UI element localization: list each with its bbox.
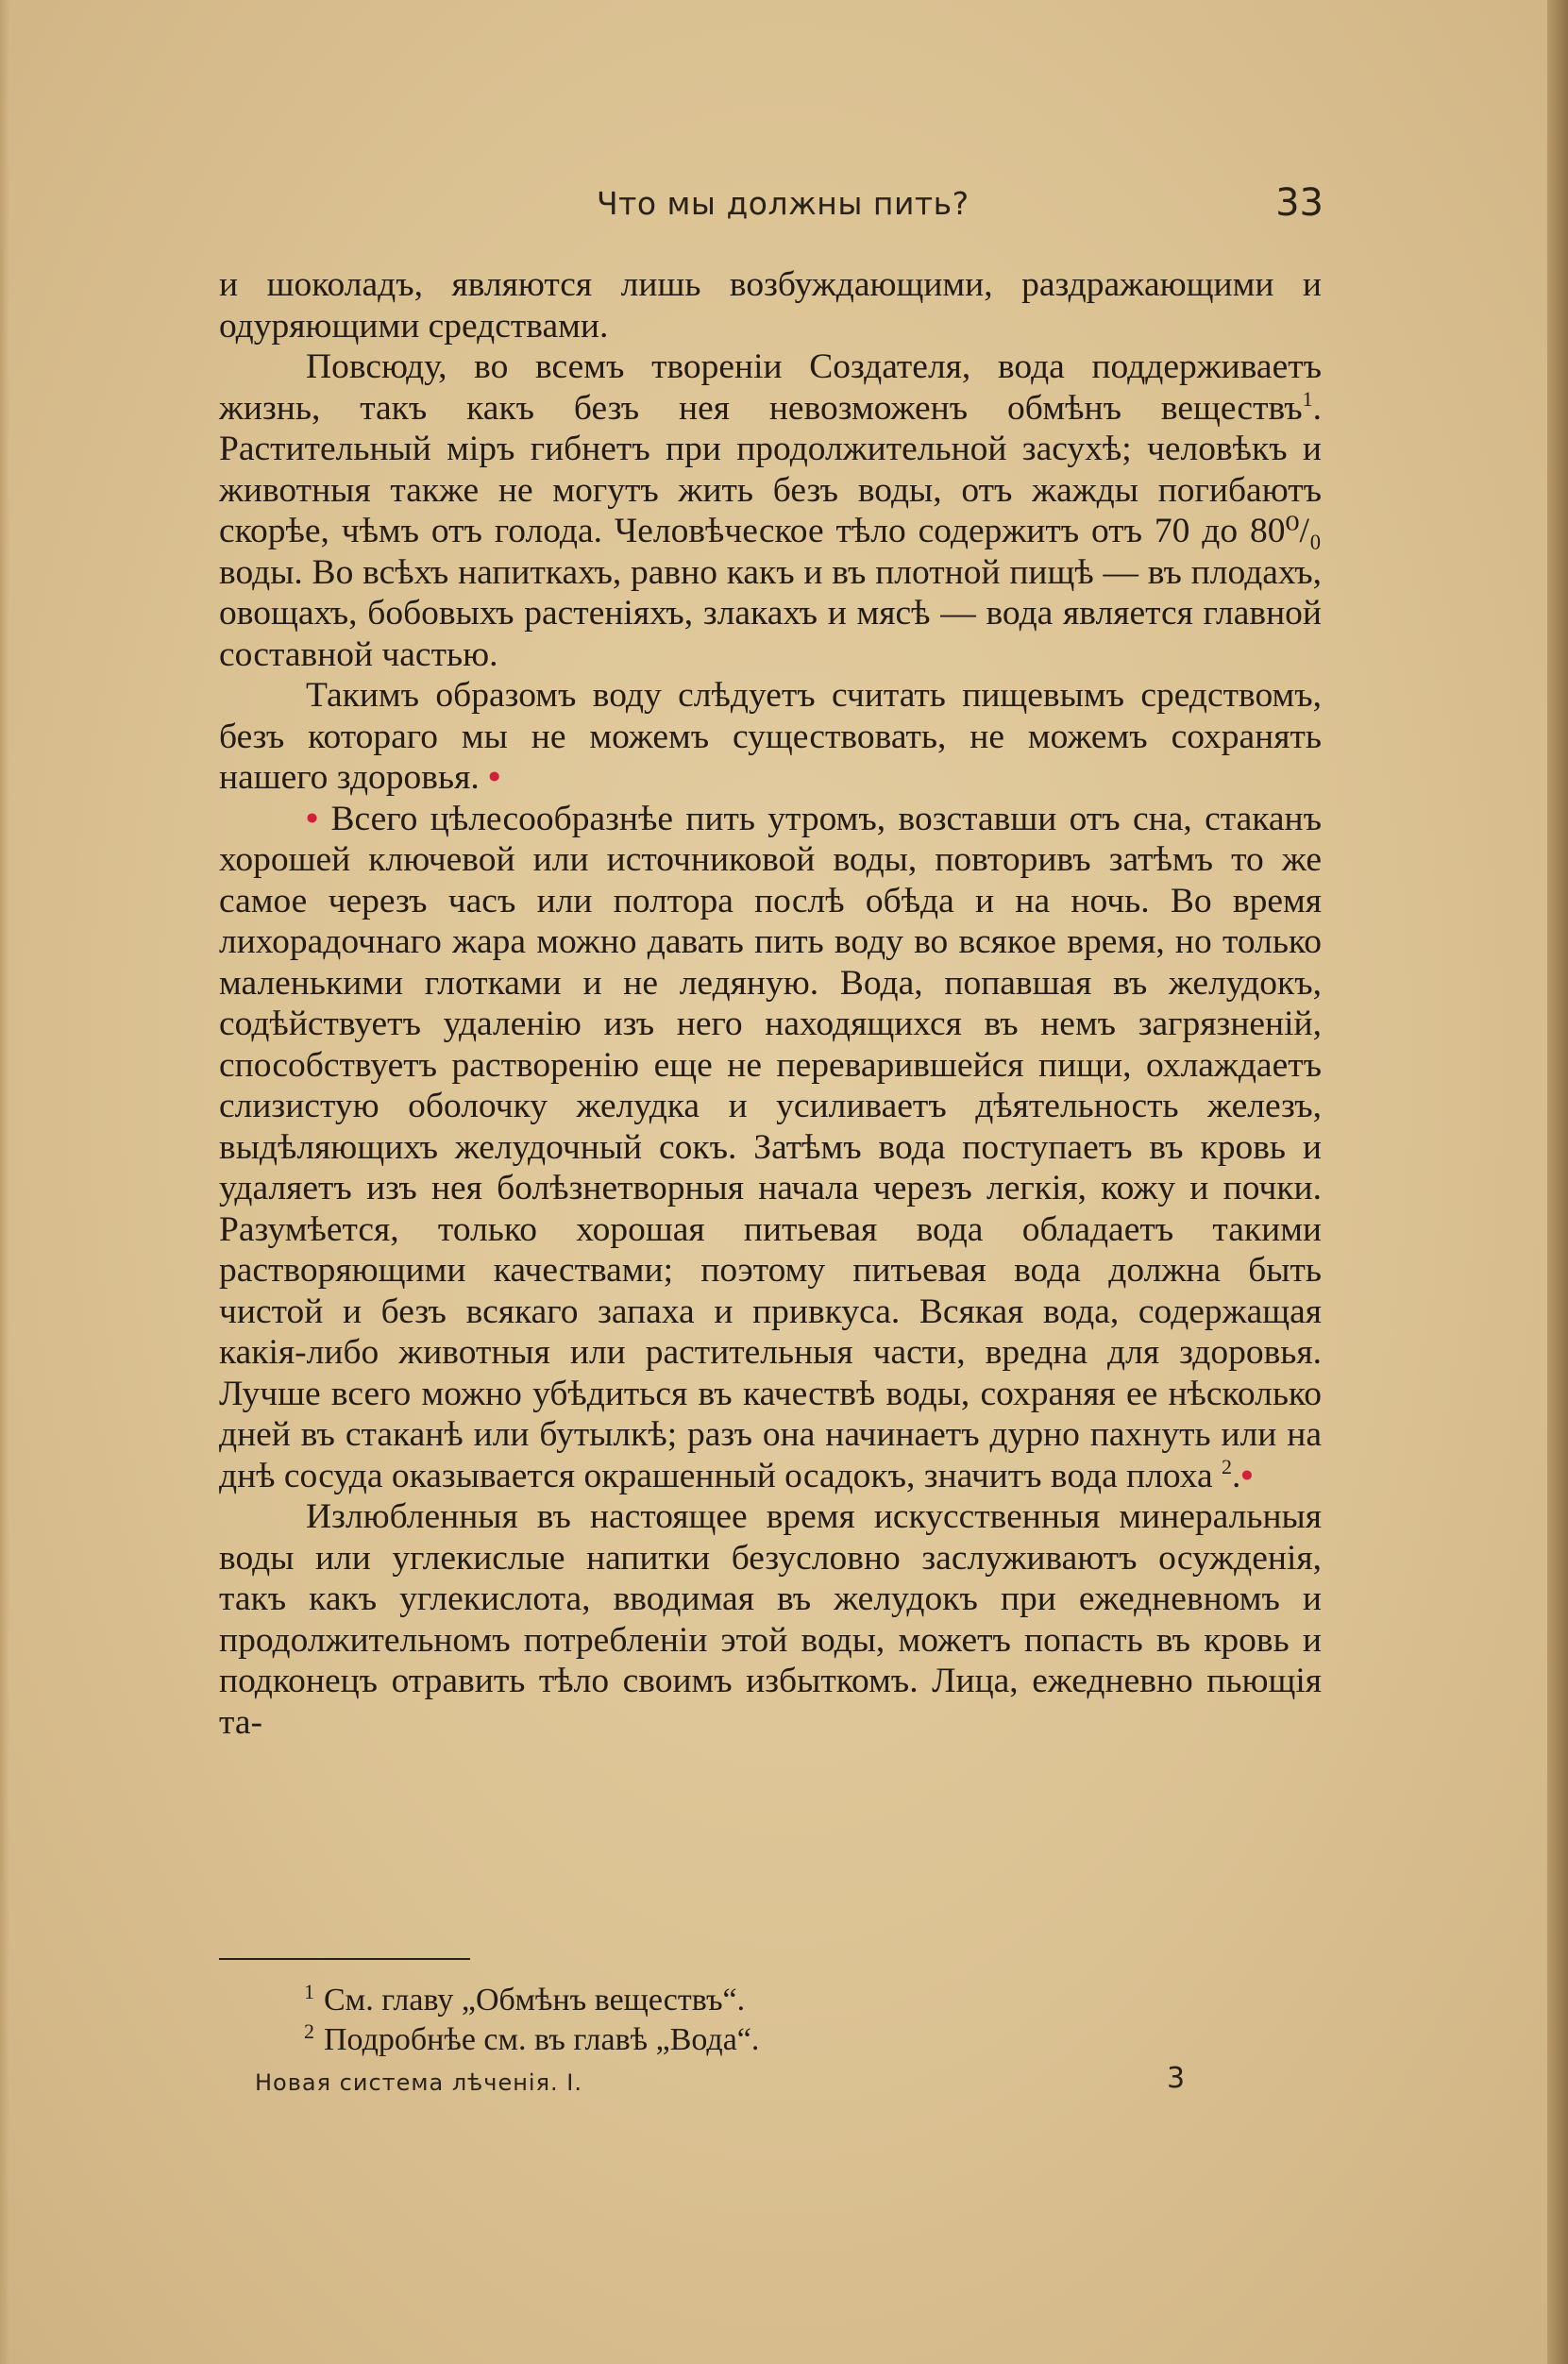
paragraph-2-text-a: Повсюду, во всемъ твореніи Создателя, вода поддерживаетъ жизнь, такъ какъ безъ нея невозможенъ обмѣнъ веществъ [219,347,1322,428]
paragraph-4-text-b: . [1232,1456,1241,1495]
paragraph-4-text-a: Всего цѣлесообразнѣе пить утромъ, возставши отъ сна, стаканъ хорошей ключевой или источниковой воды, повторивъ затѣмъ то же самое черезъ часъ или полтора послѣ обѣда и на ночь. Во время лихорадочнаго жара можно давать пить воду во всякое время, но только маленькими глотками и не ледяную. Вода, попавшая въ желудокъ, содѣйствуетъ удаленію изъ него находящихся въ немъ загрязненій, способствуетъ растворенію еще не переварившейся пищи, охлаждаетъ слизистую оболочку желудка и усиливаетъ дѣятельность железъ, выдѣляющихъ желудочный сокъ. Затѣмъ вода поступаетъ въ кровь и удаляетъ изъ нея болѣзнетворныя начала черезъ легкія, кожу и почки. Разумѣется, только хорошая питьевая вода обладаетъ такими растворяющими качествами; поэтому питьевая вода должна быть чистой и безъ всякаго запаха и привкуса. Всякая вода, содержащая какія-либо животныя или растительныя части, вредна для здоровья. Лучше всего можно убѣдиться въ качествѣ воды, сохраняя ее нѣсколько дней въ стаканѣ или бутылкѣ; разъ она начинаетъ дурно пахнуть или на днѣ сосуда оказывается окрашенный осадокъ, значитъ вода плоха [219,799,1322,1495]
body-text [219,264,1322,1743]
paragraph-1 [219,264,1322,346]
footnote-2-text: Подробнѣе см. въ главѣ „Вода“. [324,2022,760,2057]
footnote-ref-1[interactable]: 1 [1302,386,1313,411]
paragraph-1-text: и шоколадъ, являются лишь возбуждающими, раздражающими и одуряющими средствами. [219,265,1322,346]
footnote-1-text: См. главу „Обмѣнъ веществъ“. [324,1983,746,2018]
running-title: Что мы должны пить? [597,185,969,222]
page-right-edge [1547,0,1568,2364]
paragraph-4 [219,799,1322,1497]
footnote-divider [219,1958,470,1960]
page-header [219,179,1324,228]
paragraph-2 [219,346,1322,675]
paragraph-3-text: Такимъ образомъ воду слѣдуетъ считать пищевымъ средствомъ, безъ котораго мы не можемъ существовать, не можемъ сохранять нашего здоровья. [219,676,1322,797]
footer-signature: Новая система лѣченія. I. [255,2069,582,2096]
footnotes [304,1981,1248,2060]
paragraph-5-text: Излюбленныя въ настоящее время искусственныя минеральныя воды или углекислые напитки безусловно заслуживаютъ осужденія, такъ какъ углекислота, вводимая въ желудокъ при ежедневномъ и продолжительномъ потребленіи этой воды, можетъ попасть въ кровь и подконецъ отравить тѣло своимъ избыткомъ. Лица, ежедневно пьющія та- [219,1497,1322,1742]
paragraph-5 [219,1496,1322,1743]
footnote-ref-2[interactable]: 2 [1222,1454,1232,1478]
page-left-shadow [0,0,9,2364]
red-marker-dot: • [1240,1456,1254,1495]
footnote-2 [304,2020,1248,2060]
red-marker-dot: • [306,799,331,838]
footnote-1-mark: 1 [304,1980,314,2003]
footnote-1 [304,1981,1248,2020]
paragraph-3 [219,675,1322,799]
page-number: 33 [1275,181,1324,225]
red-marker-dot: • [479,758,501,797]
footnote-2-mark: 2 [304,2019,314,2043]
paragraph-2-text-b: . Растительный міръ гибнетъ при продолжительной засухѣ; человѣкъ и животныя также не могутъ жить безъ воды, отъ жажды погибаютъ скорѣе, чѣмъ отъ голода. Человѣческое тѣло содержитъ отъ 70 до 80⁰/₀ воды. Во всѣхъ напиткахъ, равно какъ и въ плотной пищѣ — въ плодахъ, овощахъ, бобовыхъ растеніяхъ, злакахъ и мясѣ — вода является главной составной частью. [219,388,1322,674]
footer-sheet-number: 3 [1167,2062,1186,2095]
